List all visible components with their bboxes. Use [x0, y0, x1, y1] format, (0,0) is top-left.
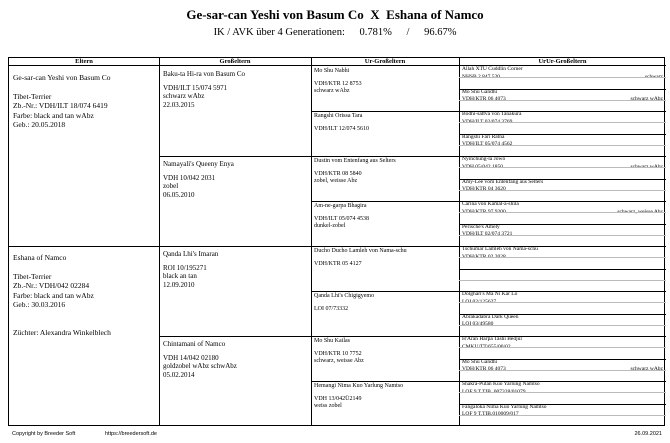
- coat-color: Farbe: black and tan wAbz: [13, 290, 94, 300]
- spacer: [13, 319, 159, 328]
- registration-number: LOI 03/49580: [462, 321, 494, 327]
- row-divider: [159, 156, 666, 157]
- pedigree-grid: [8, 57, 665, 426]
- row-divider: [9, 246, 666, 247]
- registration-number: LOF 9 T.TIB. 007328/01079: [462, 388, 526, 395]
- pedigree-title: [0, 7, 670, 23]
- coefficients: [0, 27, 670, 38]
- dog-name: Namayali's Queeny Enya: [163, 160, 234, 168]
- parent-cell[interactable]: [9, 246, 159, 426]
- registration-number: LOF 9 T.TIB.010009/017: [462, 411, 519, 417]
- spacer: [13, 83, 159, 92]
- registration-number: VDH/ILT 02/074 3721: [462, 231, 513, 237]
- coat-color: weiss zobel: [314, 403, 342, 409]
- dog-name: Baku-ta Hi-ra von Basum Co: [163, 70, 246, 78]
- row-divider: [311, 291, 666, 292]
- registration-number: NHSB 2.847.520: [462, 73, 501, 80]
- great-grandparent-cell[interactable]: [311, 246, 459, 291]
- sire-title: Ge-sar-can Yeshi von Basum Co: [186, 7, 364, 22]
- birth-date: 06.05.2010: [163, 190, 195, 199]
- registration-number: VDH/ILT 05/074 4538: [314, 216, 370, 222]
- column-header-greatgreat: UrUr-Großeltern: [459, 58, 666, 66]
- sub-divider: [459, 235, 666, 236]
- row-divider: [459, 134, 666, 135]
- great-grandparent-cell[interactable]: [311, 201, 459, 246]
- registration-number: VDH/ILT 12/074 5610: [314, 126, 370, 132]
- coat-color: schwarz, weisse Abz: [314, 358, 364, 364]
- parent-cell[interactable]: [9, 66, 159, 246]
- sub-divider: [459, 77, 666, 78]
- grandparent-cell[interactable]: [159, 156, 311, 246]
- dog-name: Mo Shu Gandhi: [462, 88, 498, 95]
- registration-number: VDH 10/042 2031: [163, 174, 216, 183]
- registration-number: Zb.-Nr.: VDH/ILT 18/074 6419: [13, 101, 108, 110]
- row-divider: [311, 381, 666, 382]
- coefficient-divider: /: [406, 27, 410, 38]
- sub-divider: [459, 347, 666, 348]
- dog-name: Amy-Lee vom Entenfang aus Selters: [462, 178, 544, 185]
- row-divider: [159, 336, 666, 337]
- great-grandparent-cell[interactable]: [311, 156, 459, 201]
- registration-number: VDH 05/042 1850: [462, 163, 503, 170]
- coat-color: Farbe: black and tan wAbz: [13, 110, 94, 120]
- dog-name: Rangshi Fari Ratna: [462, 133, 505, 140]
- dam-title: Eshana of Namco: [386, 7, 484, 22]
- dog-name: Qanda Lhi's Imaran: [163, 250, 219, 258]
- registration-number: Zb.-Nr.: VDH/042 02284: [13, 281, 90, 290]
- dog-name: Nyinchung-la Jowo: [462, 156, 506, 162]
- registration-number: VDH/KTR 04 3620: [462, 186, 506, 192]
- great-grandparent-cell[interactable]: [311, 381, 459, 426]
- coat-color: schwarz wAbz: [630, 96, 663, 102]
- row-divider: [459, 179, 666, 180]
- spacer: [13, 310, 159, 319]
- registration-number: VDH/KTR 06 4073: [462, 366, 506, 372]
- sub-divider: [459, 370, 666, 371]
- sub-divider: [459, 325, 666, 326]
- row-divider: [459, 404, 666, 405]
- sub-divider: [459, 145, 666, 146]
- great-grandparent-cell[interactable]: [311, 111, 459, 156]
- registration-number: VDH/ILT 15/074 5971: [163, 84, 228, 93]
- dog-name: Am-ne-garpa Bhagira: [314, 203, 367, 209]
- dog-name: Abrakadabra Dark Queen: [462, 313, 519, 320]
- breed: Tibet-Terrier: [13, 271, 52, 281]
- dog-name: Rangshi Orissa Tara: [314, 113, 363, 119]
- sub-divider: [459, 257, 666, 258]
- coat-color: black an tan: [163, 272, 197, 281]
- sub-divider: [459, 392, 666, 393]
- sub-divider: [459, 415, 666, 416]
- great-grandparent-cell[interactable]: [311, 336, 459, 381]
- registration-number: LOI 02/125627: [462, 298, 497, 305]
- row-divider: [459, 359, 666, 360]
- dog-name: Bodhi-sattva von Tanakura: [462, 111, 522, 117]
- dog-name: Chintamani of Namco: [163, 340, 226, 348]
- registration-number: VDH/ILT 02/074 3769: [462, 118, 513, 125]
- dog-name: Hemangi Nima Kuo Yarlung Namtso: [314, 383, 404, 389]
- registration-number: VDH/KTR 06 4073: [462, 96, 506, 102]
- registration-number: VDH/KTR 08 5840: [314, 171, 362, 177]
- dog-name: H'Aran Harpa Tashi Bedjul: [462, 336, 522, 342]
- row-divider: [311, 201, 666, 202]
- great-grandparent-cell[interactable]: [311, 291, 459, 336]
- dog-name: Qanda Lhi's Chigigyemo: [314, 293, 375, 299]
- coat-color: dunkel-zobel: [314, 223, 346, 229]
- registration-number: VDH/KTR 12 8753: [314, 81, 362, 87]
- dog-name: Dolghari's Ma Ni Kar Lo: [462, 291, 518, 297]
- dog-name: Allah XTU Cuddlin Corner: [462, 66, 523, 72]
- ik-value: 0.781%: [359, 27, 392, 38]
- avk-value: 96.67%: [424, 27, 457, 38]
- dog-name: Shakra-Putan Kuo Yarlung Namtso: [462, 381, 540, 387]
- print-date: 26.09.2021: [634, 431, 662, 437]
- registration-number: VDH/ILT 05/074 4562: [462, 141, 513, 147]
- title-separator: X: [370, 7, 380, 22]
- great-grandparent-cell[interactable]: [311, 66, 459, 111]
- dog-name: Ducho Ducho Lamleh von Nama-schu: [314, 248, 407, 254]
- registration-number: VDH/KTR 97 9200: [462, 208, 506, 215]
- coat-color: zobel, weisse Abz: [314, 178, 358, 184]
- birth-date: 12.09.2010: [163, 280, 195, 289]
- grandparent-cell[interactable]: [159, 246, 311, 336]
- birth-date: 22.03.2015: [163, 100, 195, 109]
- row-divider: [459, 224, 666, 225]
- row-divider: [459, 269, 666, 270]
- dog-name: Dustin vom Entenfang aus Selters: [314, 158, 396, 164]
- registration-number: LOI 07/73332: [314, 306, 349, 312]
- coat-color: zobel: [163, 182, 179, 191]
- sub-divider: [459, 167, 666, 168]
- dog-name: Carina von Kamal-a-shila: [462, 201, 519, 207]
- coat-color: schwarz wAbz: [630, 366, 663, 372]
- sub-divider: [459, 212, 666, 213]
- grandparent-cell[interactable]: [159, 66, 311, 156]
- grandparent-cell[interactable]: [159, 336, 311, 426]
- row-divider: [459, 314, 666, 315]
- dog-name: Ge-sar-can Yeshi von Basum Co: [13, 73, 111, 82]
- coat-color: schwarz wAbz: [163, 92, 205, 101]
- birth-date: Geb.: 20.05.2018: [13, 120, 66, 129]
- dog-name: Mo Shu Nabhi: [314, 68, 350, 74]
- coat-color: schwarz: [644, 73, 663, 80]
- dog-name: Tschumar Lamleh von Nama-schu: [462, 246, 538, 252]
- dog-name: Fangaloka Nima Kuo Yarlung Namtso: [462, 403, 547, 410]
- row-divider: [459, 89, 666, 90]
- sub-divider: [459, 280, 666, 281]
- website-link[interactable]: https://breedersoft.de: [105, 431, 157, 437]
- sub-divider: [459, 190, 666, 191]
- registration-number: VDH/KTR 05 4127: [314, 261, 362, 267]
- coat-color: schwarz wAbz: [314, 88, 350, 94]
- dog-name: Mo Shu Kailas: [314, 338, 350, 344]
- sub-divider: [459, 302, 666, 303]
- birth-date: Geb.: 30.03.2016: [13, 300, 66, 309]
- coat-color: goldzobel wAbz schwAbz: [163, 362, 237, 371]
- column-header-grandparents: Großeltern: [159, 58, 311, 66]
- breeder: Züchter: Alexandra Winkelblech: [13, 327, 111, 337]
- sub-divider: [459, 100, 666, 101]
- sub-divider: [459, 122, 666, 123]
- coat-color: schwarz wAbz: [630, 163, 663, 170]
- registration-number: CMKU/TT/655/00/02: [462, 343, 511, 350]
- registration-number: VDH/KTR 02 2028: [462, 253, 506, 260]
- registration-number: VDH/KTR 10 7752: [314, 351, 362, 357]
- breed: Tibet-Terrier: [13, 91, 52, 101]
- dog-name: Eshana of Namco: [13, 253, 67, 262]
- registration-number: VDH 13/042Ü2149: [314, 396, 362, 402]
- coefficient-label: IK / AVK über 4 Generationen:: [213, 27, 345, 38]
- row-divider: [311, 111, 666, 112]
- birth-date: 05.02.2014: [163, 370, 195, 379]
- registration-number: VDH 14/042 02180: [163, 354, 219, 363]
- dog-name: Perische's Amely: [462, 223, 500, 230]
- spacer: [13, 263, 159, 272]
- dog-name: Mo Shu Gandhi: [462, 358, 498, 365]
- column-header-greatgrand: Ur-Großeltern: [311, 58, 459, 66]
- registration-number: ROI 10/195271: [163, 264, 207, 273]
- copyright: Copyright by Breeder Soft: [12, 431, 76, 437]
- coat-color: schwarz, weisse Abz: [617, 208, 663, 215]
- column-header-parents: Eltern: [9, 58, 159, 66]
